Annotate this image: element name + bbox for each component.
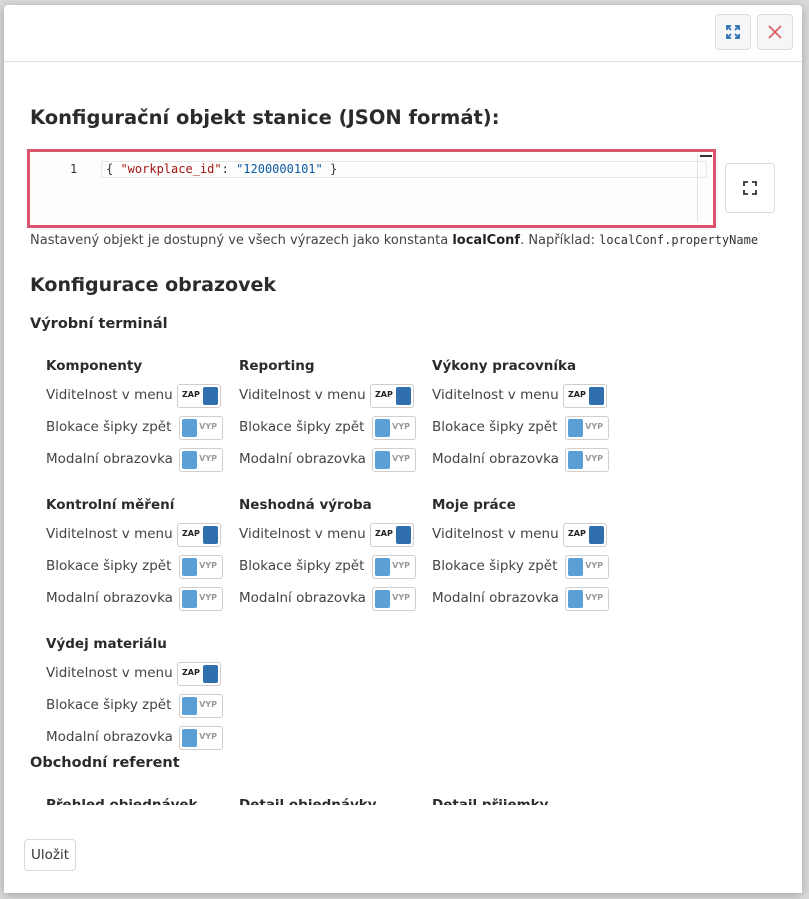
toggle-knob [203,387,218,405]
toggle-state: VYP [585,454,603,463]
hint-after: . Například: [520,233,600,248]
setting-label: Viditelnost v menu [46,665,173,681]
setting-row [239,384,429,408]
toggle-knob [203,526,218,544]
setting-row [239,523,429,547]
config-title: Konfigurační objekt stanice (JSON formát): [30,106,500,129]
toggle-knob [568,558,583,576]
group-title: Kontrolní měření [46,497,175,513]
close-button[interactable] [757,14,793,50]
toggle-state: ZAP [182,529,200,538]
setting-toggle[interactable] [565,448,609,472]
setting-row [46,726,236,750]
setting-label: Modalní obrazovka [239,451,366,467]
dialog-header [4,5,802,62]
setting-row [432,523,622,547]
code-close-brace: } [322,162,338,176]
setting-toggle[interactable] [179,555,223,579]
toggle-knob [203,665,218,683]
setting-toggle[interactable] [370,523,414,547]
toggle-state: VYP [392,454,410,463]
setting-label: Viditelnost v menu [239,387,366,403]
setting-label: Blokace šipky zpět [46,419,172,435]
setting-row [432,416,622,440]
toggle-knob [182,590,197,608]
setting-toggle[interactable] [372,555,416,579]
code-open-brace: { [106,162,121,176]
hint-text: Nastavený objekt je dostupný ve všech výrazech jako konstanta [30,233,453,248]
editor-scrollbar[interactable] [697,155,712,222]
setting-toggle[interactable] [565,416,609,440]
setting-label: Modalní obrazovka [46,451,173,467]
toggle-state: ZAP [182,668,200,677]
toggle-knob [568,451,583,469]
setting-row [239,416,429,440]
toggle-state: VYP [199,422,217,431]
setting-label: Blokace šipky zpět [239,419,365,435]
toggle-knob [182,697,197,715]
setting-toggle[interactable] [179,587,223,611]
fullscreen-editor-button[interactable] [725,163,775,213]
toggle-state: VYP [585,422,603,431]
code-value: "1200000101" [236,162,323,176]
setting-toggle[interactable] [177,662,221,686]
toggle-knob [375,590,390,608]
setting-toggle[interactable] [565,587,609,611]
dialog-footer [4,805,802,893]
toggle-state: ZAP [375,390,393,399]
setting-label: Modalní obrazovka [432,590,559,606]
setting-row [46,694,236,718]
setting-row [239,448,429,472]
toggle-knob [182,558,197,576]
toggle-knob [568,590,583,608]
setting-label: Viditelnost v menu [46,526,173,542]
expand-arrows-icon [725,24,741,40]
setting-toggle[interactable] [372,448,416,472]
group-title: Výdej materiálu [46,636,167,652]
screens-title: Konfigurace obrazovek [30,274,276,296]
setting-row [46,587,236,611]
fullscreen-corners-icon [742,180,758,196]
toggle-state: ZAP [568,390,586,399]
toggle-knob [396,387,411,405]
toggle-knob [568,419,583,437]
toggle-state: VYP [585,593,603,602]
toggle-knob [182,729,197,747]
json-editor[interactable] [27,149,716,228]
setting-toggle[interactable] [177,384,221,408]
group-title: Neshodná výroba [239,497,372,513]
code-key: "workplace_id" [120,162,222,176]
toggle-state: ZAP [375,529,393,538]
toggle-knob [182,451,197,469]
setting-row [432,555,622,579]
setting-toggle[interactable] [177,523,221,547]
setting-row [46,384,236,408]
setting-label: Blokace šipky zpět [432,558,558,574]
setting-label: Viditelnost v menu [432,526,559,542]
toggle-state: VYP [392,422,410,431]
setting-row [432,448,622,472]
code-colon: : [221,162,237,176]
setting-toggle[interactable] [370,384,414,408]
setting-label: Modalní obrazovka [46,729,173,745]
toggle-knob [375,419,390,437]
setting-label: Viditelnost v menu [239,526,366,542]
toggle-knob [375,558,390,576]
setting-toggle[interactable] [563,384,607,408]
setting-label: Viditelnost v menu [46,387,173,403]
toggle-state: VYP [392,561,410,570]
setting-row [432,384,622,408]
setting-row [239,555,429,579]
group-title: Moje práce [432,497,516,513]
setting-row [46,662,236,686]
setting-row [46,523,236,547]
hint-bold: localConf [452,233,521,248]
setting-label: Viditelnost v menu [432,387,559,403]
config-dialog [4,5,802,893]
toggle-state: VYP [199,700,217,709]
setting-row [46,555,236,579]
setting-label: Blokace šipky zpět [432,419,558,435]
setting-label: Modalní obrazovka [239,590,366,606]
config-hint [30,233,758,248]
group-title: Výkony pracovníka [432,358,577,374]
line-number: 1 [70,162,78,176]
setting-toggle[interactable] [372,416,416,440]
setting-toggle[interactable] [179,416,223,440]
setting-label: Blokace šipky zpět [46,558,172,574]
setting-toggle[interactable] [179,726,223,750]
setting-row [239,587,429,611]
setting-toggle[interactable] [563,523,607,547]
toggle-knob [589,387,604,405]
section-title: Obchodní referent [30,755,180,771]
setting-row [432,587,622,611]
toggle-state: VYP [199,593,217,602]
toggle-state: ZAP [182,390,200,399]
group-title: Komponenty [46,358,143,374]
setting-label: Modalní obrazovka [432,451,559,467]
save-button[interactable]: Uložit [24,839,76,871]
toggle-knob [396,526,411,544]
toggle-state: VYP [199,732,217,741]
dialog-content[interactable] [4,62,802,804]
toggle-state: VYP [585,561,603,570]
toggle-knob [375,451,390,469]
toggle-state: VYP [392,593,410,602]
setting-row [46,448,236,472]
setting-label: Blokace šipky zpět [46,697,172,713]
close-x-icon [767,24,783,40]
code-line[interactable] [101,161,707,178]
toggle-state: ZAP [568,529,586,538]
section-title: Výrobní terminál [30,316,168,332]
hint-code: localConf.propertyName [599,233,759,247]
toggle-state: VYP [199,454,217,463]
toggle-state: VYP [199,561,217,570]
toggle-knob [182,419,197,437]
setting-toggle[interactable] [372,587,416,611]
setting-row [46,416,236,440]
setting-label: Modalní obrazovka [46,590,173,606]
toggle-knob [589,526,604,544]
setting-toggle[interactable] [179,448,223,472]
setting-toggle[interactable] [565,555,609,579]
setting-label: Blokace šipky zpět [239,558,365,574]
group-title: Reporting [239,358,315,374]
setting-toggle[interactable] [179,694,223,718]
expand-button[interactable] [715,14,751,50]
